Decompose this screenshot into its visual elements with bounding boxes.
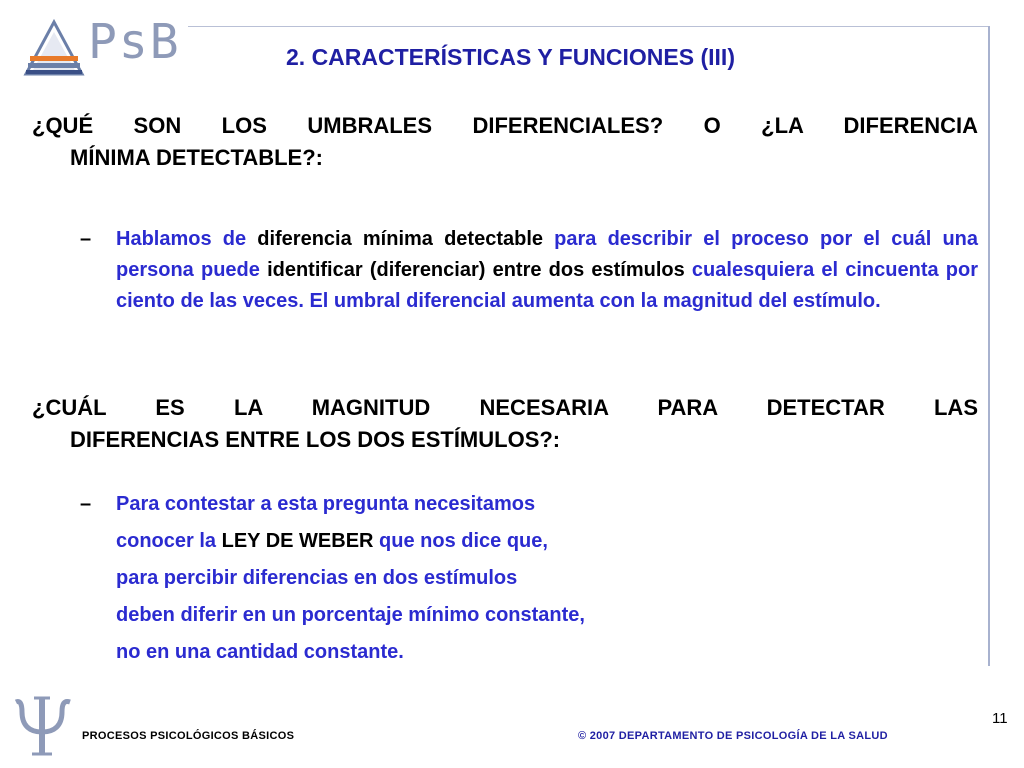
b1-part-5: cualesquiera el cincuenta por ciento de las veces. El umbral diferencial aumenta con la magnitud del estímulo. bbox=[116, 259, 978, 312]
question-1-line-1: ¿QUÉ SON LOS UMBRALES DIFERENCIALES? O ¿LA DIFERENCIA bbox=[32, 113, 978, 138]
slide-title: 2. CARACTERÍSTICAS Y FUNCIONES (III) bbox=[286, 44, 735, 70]
b2-line-2 bbox=[116, 523, 978, 560]
logo-text: PsB bbox=[88, 14, 181, 70]
bullet-1-text bbox=[116, 224, 978, 317]
bullet-dash: – bbox=[80, 228, 92, 250]
question-1 bbox=[32, 110, 978, 174]
bullet-2 bbox=[80, 486, 978, 671]
footer-course: PROCESOS PSICOLÓGICOS BÁSICOS bbox=[82, 730, 295, 742]
footer-copyright: © 2007 DEPARTAMENTO DE PSICOLOGÍA DE LA SALUD bbox=[578, 730, 888, 742]
b1-part-1: Hablamos de bbox=[116, 228, 258, 250]
question-2 bbox=[32, 392, 978, 456]
right-rule bbox=[988, 26, 990, 666]
psb-logo-icon bbox=[22, 16, 86, 78]
b2-line-4: deben diferir en un porcentaje mínimo constante, bbox=[116, 604, 585, 626]
b2-line-5: no en una cantidad constante. bbox=[116, 641, 404, 663]
page-number: 11 bbox=[992, 710, 1008, 727]
header-rule bbox=[188, 26, 988, 27]
question-2-line-1: ¿CUÁL ES LA MAGNITUD NECESARIA PARA DETECTAR LAS bbox=[32, 395, 978, 420]
b2-line-3: para percibir diferencias en dos estímulos bbox=[116, 567, 518, 589]
bullet-1 bbox=[80, 224, 978, 317]
b1-part-4: identificar (diferenciar) entre dos estímulos bbox=[267, 259, 685, 281]
b1-part-3: para describir el proceso por el cuál una persona puede bbox=[116, 228, 978, 281]
bullet-2-text bbox=[116, 486, 978, 671]
question-1-line-2: MÍNIMA DETECTABLE?: bbox=[70, 145, 323, 170]
b2-line-2b: LEY DE WEBER bbox=[221, 530, 374, 552]
b2-line-2a: conocer la bbox=[116, 530, 222, 552]
question-2-line-2: DIFERENCIAS ENTRE LOS DOS ESTÍMULOS?: bbox=[70, 427, 561, 452]
bullet-dash: – bbox=[80, 493, 92, 515]
b2-line-1: Para contestar a esta pregunta necesitamos bbox=[116, 493, 536, 515]
b1-part-2: diferencia mínima detectable bbox=[257, 228, 544, 250]
psi-icon bbox=[8, 694, 78, 756]
b2-line-2c: que nos dice que, bbox=[373, 530, 548, 552]
